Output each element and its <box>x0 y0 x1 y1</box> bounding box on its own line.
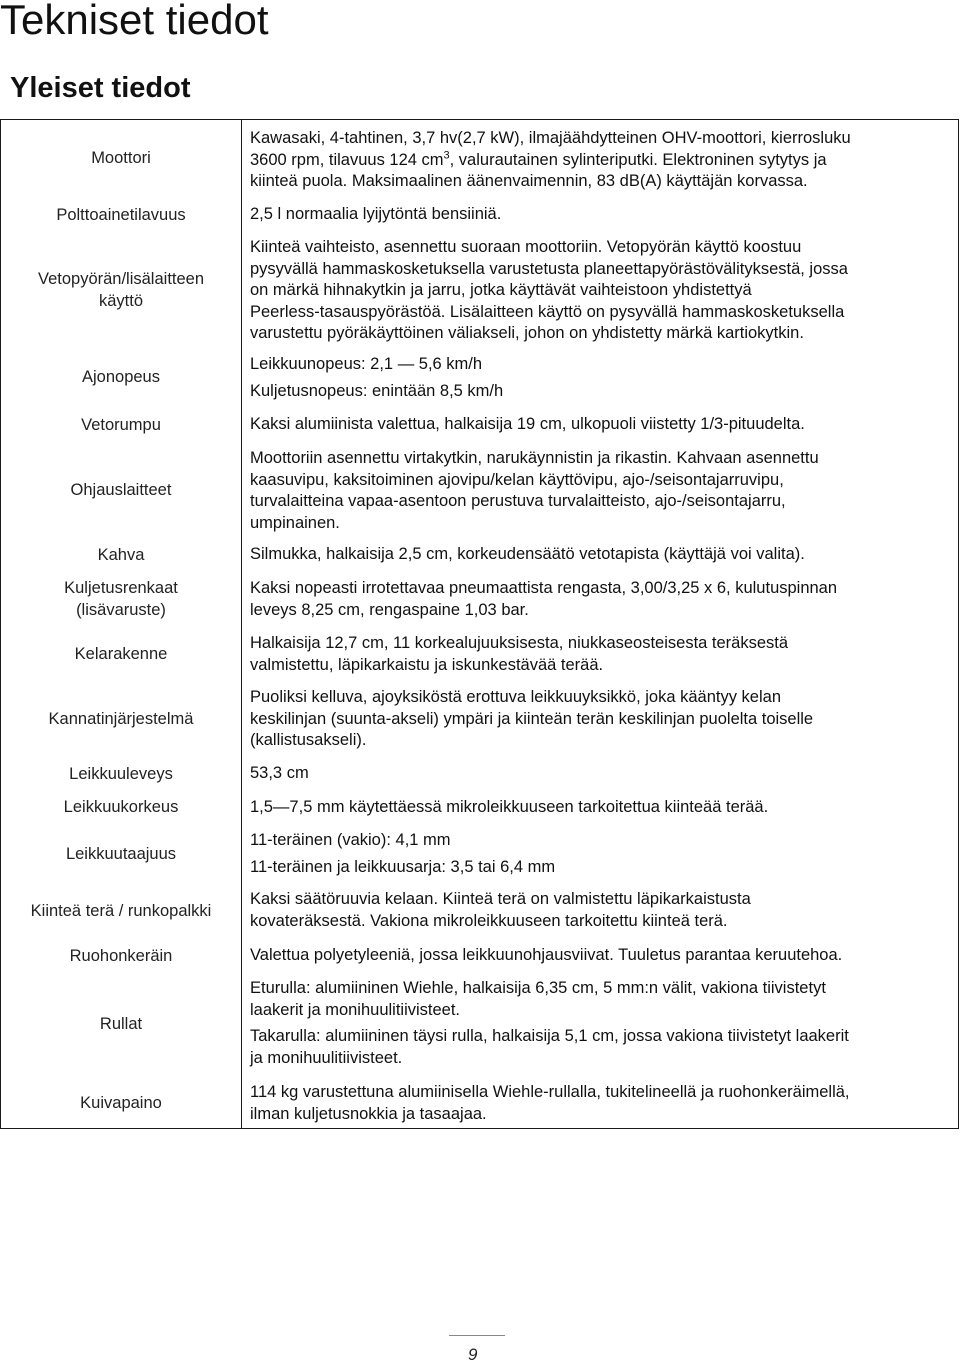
spec-value-vetopyoran-kaytto: Kiinteä vaihteisto, asennettu suoraan moottoriin. Vetopyörän käyttö koostuu pysyvällä hammaskosketuksella varustetusta planeettapyörästövälityksestä, jossa on märkä hihnakytkin ja jarru, jotka käyttävät vaihteistoon yhdistettyä Peerless-tasauspyörästöä. Lisälaitteen käyttö on pysyvällä hammaskosketuksella varustettu pyöräkäyttöinen väliakseli, johon on yhdistetty märkä kartiokytkin. <box>250 238 848 342</box>
spec-label-leikkuuleveys: Leikkuuleveys <box>69 765 173 783</box>
spec-label-line: (lisävaruste) <box>76 600 166 619</box>
spec-label-kiintea-tera: Kiinteä terä / runkopalkki <box>30 902 212 920</box>
spec-value-vetorumpu: Kaksi alumiinista valettua, halkaisija 19 cm, ulkopuoli viistetty 1/3-pituudelta. <box>250 415 805 433</box>
spec-label-ajonopeus: Ajonopeus <box>82 368 160 386</box>
page-number: 9 <box>468 1345 478 1364</box>
spec-value-leikkuutaajuus: 11-teräinen (vakio): 4,1 mm 11-teräinen ja leikkuusarja: 3,5 tai 6,4 mm <box>250 831 556 876</box>
spec-value-moottori: Kawasaki, 4-tahtinen, 3,7 hv(2,7 kW), ilmajäähdytteinen OHV-moottori, kierrosluku 3600 rpm, tilavuus 124 $cm^3$, valurautainen sylinteriputki. Elektroninen sytytys ja kiinteä puola. Maksimaalinen äänenvaimennin, 83 dB(A) käyttäjän korvassa. <box>250 129 851 190</box>
spec-label-leikkuukorkeus: Leikkuukorkeus <box>63 798 179 816</box>
spec-label-kuljetusrenkaat <box>1 578 241 621</box>
spec-value-leikkuuleveys: 53,3 cm <box>250 764 309 782</box>
spec-label-ohjauslaitteet: Ohjauslaitteet <box>70 481 172 499</box>
spec-label-ruohonkerain: Ruohonkeräin <box>69 947 173 965</box>
spec-label-vetorumpu: Vetorumpu <box>81 416 161 434</box>
spec-value-column <box>242 120 959 1129</box>
spec-label-line: käyttö <box>98 291 144 310</box>
spec-label-kannatinjarjestelma: Kannatinjärjestelmä <box>48 710 194 728</box>
spec-label-vetopyoran-kaytto <box>1 269 241 312</box>
spec-value-ajonopeus: Leikkuunopeus: 2,1 — 5,6 km/h Kuljetusnopeus: enintään 8,5 km/h <box>250 355 504 400</box>
spec-value-kelarakenne: Halkaisija 12,7 cm, 11 korkealujuuksisesta, niukkaseosteisesta teräksestä valmistettu, läpikarkaistu ja iskunkestävää terää. <box>250 634 789 674</box>
spec-value-ruohonkerain: Valettua polyetyleeniä, jossa leikkuunohjausviivat. Tuuletus parantaa keruutehoa. <box>250 946 843 964</box>
spec-value-kuljetusrenkaat: Kaksi nopeasti irrotettavaa pneumaattista rengasta, 3,00/3,25 x 6, kulutuspinnan leveys 8,25 cm, rengaspaine 1,03 bar. <box>250 579 838 619</box>
page-title: Tekniset tiedot <box>0 0 269 43</box>
spec-label-column <box>1 120 242 1129</box>
spec-value-kuivapaino: 114 kg varustettuna alumiinisella Wiehle-rullalla, tukitelineellä ja ruohonkeräimellä, ilman kuljetusnokkia ja tasaajaa. <box>250 1083 850 1123</box>
footer-rule <box>449 1335 505 1336</box>
spec-label-kuivapaino: Kuivapaino <box>80 1094 162 1112</box>
spec-label-kahva: Kahva <box>97 546 145 564</box>
spec-label-line: Kuljetusrenkaat <box>64 579 178 597</box>
section-title: Yleiset tiedot <box>10 72 191 104</box>
spec-label-line: Vetopyörän/lisälaitteen <box>37 270 205 288</box>
spec-label-kelarakenne: Kelarakenne <box>74 645 168 663</box>
spec-label-leikkuutaajuus: Leikkuutaajuus <box>65 845 177 863</box>
spec-table <box>0 119 959 1129</box>
spec-label-moottori: Moottori <box>91 149 151 167</box>
spec-value-leikkuukorkeus: 1,5—7,5 mm käytettäessä mikroleikkuuseen tarkoitettua kiinteää terää. <box>250 798 769 816</box>
spec-value-polttoainetilavuus: 2,5 l normaalia lyijytöntä bensiiniä. <box>250 205 502 223</box>
spec-value-rullat: Eturulla: alumiininen Wiehle, halkaisija 6,35 cm, 5 mm:n välit, vakiona tiivistetyt laakerit ja monihuulitiivisteet. Takarulla: alumiininen täysi rulla, halkaisija 5,1 cm, jossa vakiona tiivistetyt laakerit ja monihuulitiivisteet. <box>250 979 849 1067</box>
spec-value-kannatinjarjestelma: Puoliksi kelluva, ajoyksiköstä erottuva leikkuuyksikkö, joka kääntyy kelan keskilinjan (suunta-akseli) ympäri ja kiinteän terän keskilinjan puolelta toiselle (kallistusakseli). <box>250 688 814 749</box>
spec-value-kahva: Silmukka, halkaisija 2,5 cm, korkeudensäätö vetotapista (käyttäjä voi valita). <box>250 545 805 563</box>
spec-label-rullat: Rullat <box>99 1015 143 1033</box>
spec-value-ohjauslaitteet: Moottoriin asennettu virtakytkin, narukäynnistin ja rikastin. Kahvaan asennettu kaasuvipu, kaksitoiminen ajovipu/kelan käyttövipu, ajo-/seisontajarruvipu, turvalaitteina vapaa-asentoon perustuva turvalaitteisto, ajo-/seisontajarru, umpinainen. <box>250 449 819 532</box>
spec-value-kiintea-tera: Kaksi säätöruuvia kelaan. Kiinteä terä on valmistettu läpikarkaistusta kovateräksestä. Vakiona mikroleikkuuseen tarkoitettu kiinteä terä. <box>250 890 751 930</box>
spec-label-polttoainetilavuus: Polttoainetilavuus <box>56 206 186 224</box>
